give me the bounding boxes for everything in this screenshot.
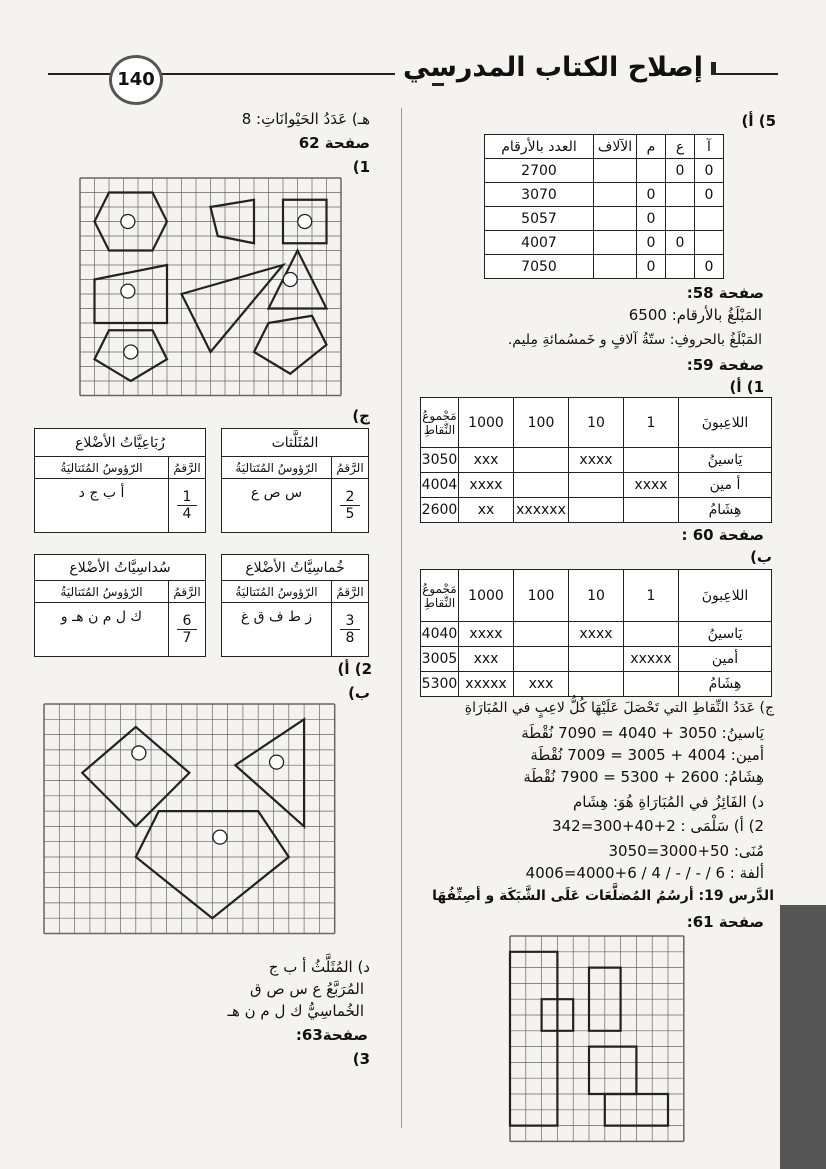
shape-number-circle xyxy=(121,215,135,229)
cell: xxxxx xyxy=(624,647,679,672)
hisham-total: هِشَامُ: 2600 + 5300 = 7900 نُقْطَة xyxy=(523,768,764,786)
cell: 0 xyxy=(637,207,666,231)
col-header: الرَّقمُ xyxy=(169,581,206,603)
cell: 3070 xyxy=(485,183,594,207)
shape-number-circle xyxy=(298,215,312,229)
col-header: الرّؤوسُ المُتَتاليَةُ xyxy=(35,457,169,479)
players-table-2 xyxy=(420,569,772,697)
mona-line: مُنَى: 50+3000=3050 xyxy=(608,842,764,860)
cell: 2600 xyxy=(421,498,459,523)
section-heading: صفحة63: xyxy=(295,1026,368,1044)
table-title: خُماسِيَّاتُ الأضْلاع xyxy=(222,555,369,581)
cell: 7050 xyxy=(485,255,594,279)
shapes-grid-2b xyxy=(44,704,334,932)
header-cell: ع xyxy=(666,135,695,159)
vertices: ك ل م ن هـ و xyxy=(35,603,169,657)
cell: xxxxx xyxy=(459,672,514,697)
cell xyxy=(594,255,637,279)
header-cell: آ xyxy=(695,135,724,159)
header-cell: 10 xyxy=(569,398,624,448)
cell: أمين xyxy=(679,647,772,672)
header-cell: مَجْموعُ النِّقاطِ xyxy=(421,570,459,622)
cell: أ مين xyxy=(679,473,772,498)
cell xyxy=(624,448,679,473)
shape-number-circle xyxy=(121,284,135,298)
square-shape xyxy=(589,1047,636,1094)
cell: xxxx xyxy=(459,622,514,647)
cell xyxy=(624,498,679,523)
number: 4 xyxy=(177,505,197,522)
vertices: ز ط ف ق غ xyxy=(222,603,332,657)
triangles-table xyxy=(221,428,369,533)
shape-number-circle xyxy=(124,345,138,359)
cell xyxy=(594,231,637,255)
ex5-label: 5) أ) xyxy=(741,112,776,130)
header-cell: 100 xyxy=(514,570,569,622)
col-header: الرّؤوسُ المُتَتاليَةُ xyxy=(222,457,332,479)
winner-line: د) الفَائِزُ في المُبَارَاةِ هُوَ: هِشَام xyxy=(572,793,764,811)
col-header: الرَّقمُ xyxy=(332,457,369,479)
section-heading: صفحة 60 : xyxy=(681,526,764,544)
shapes-grid-p62 xyxy=(80,178,342,398)
page-number: 140 xyxy=(109,55,163,105)
cell xyxy=(569,473,624,498)
cell: xxxx xyxy=(569,622,624,647)
pentagon-line: الخُماسِيُّ ك ل م ن هـ xyxy=(227,1002,364,1020)
rectangle-shape xyxy=(510,952,557,1126)
cell xyxy=(695,231,724,255)
question-label: ب) xyxy=(348,684,370,702)
animals-count: هـ) عَدَدُ الحَيْوانَاتِ: 8 xyxy=(241,110,370,128)
cell: 5057 xyxy=(485,207,594,231)
question-label: 1) xyxy=(352,158,370,176)
cell: 3050 xyxy=(421,448,459,473)
cell: 0 xyxy=(637,231,666,255)
cell xyxy=(569,672,624,697)
triangle-line: د) المُثَلَّثُ أ ب ج xyxy=(268,958,370,976)
cell: 3005 xyxy=(421,647,459,672)
alfa-line: ألفة : 6 / - / - / 4 / 6+4000=4006 xyxy=(525,864,764,882)
cell: هِشَامُ xyxy=(679,672,772,697)
question-label: ج) xyxy=(352,407,370,425)
lesson-title: الدَّرس 19: أرسُمُ المُضلَّعَات عَلَى الشَّبَكَة و أصِنِّفُهَا xyxy=(432,888,774,904)
section-heading: صفحة 59: xyxy=(686,356,764,374)
shape-number-circle xyxy=(283,273,297,287)
header-cell: 1 xyxy=(624,398,679,448)
section-heading: صفحة 61: xyxy=(686,913,764,931)
header-cell: 1000 xyxy=(459,398,514,448)
cell xyxy=(514,622,569,647)
cell: 0 xyxy=(637,255,666,279)
header-cell: اللاعِبونَ xyxy=(679,398,772,448)
cell: xxxx xyxy=(459,473,514,498)
amount-words: المَبْلَغُ بالحروفِ: ستّةُ آلافٍ و خَمسُمائةِ مِليم. xyxy=(507,332,762,348)
number: 8 xyxy=(340,629,360,646)
header-cell: العدد بالأرقام xyxy=(485,135,594,159)
table-title: المُثَلَّثات xyxy=(222,429,369,457)
cell xyxy=(666,207,695,231)
question-label: ب) xyxy=(750,548,772,566)
header-cell: 1 xyxy=(624,570,679,622)
cell: xxx xyxy=(459,448,514,473)
cell: xxxx xyxy=(569,448,624,473)
cell: xxx xyxy=(459,647,514,672)
fraction-cell xyxy=(169,603,206,657)
cell xyxy=(637,159,666,183)
cell: xxxxxx xyxy=(514,498,569,523)
amount-digits: المَبْلَغُ بالأرقام: 6500 xyxy=(628,306,762,324)
cell: 0 xyxy=(666,231,695,255)
shape-number-circle xyxy=(270,755,284,769)
cell: يَاسينُ xyxy=(679,448,772,473)
col-header: الرَّقمُ xyxy=(169,457,206,479)
cell xyxy=(624,672,679,697)
cell: 4007 xyxy=(485,231,594,255)
header-cell: اللاعِبونَ xyxy=(679,570,772,622)
header-cell: م xyxy=(637,135,666,159)
number: 2 xyxy=(345,489,355,505)
hexagons-table xyxy=(34,554,206,657)
cell: xxxx xyxy=(624,473,679,498)
square-line: المُرَبَّعُ ع س ص ق xyxy=(250,980,364,998)
question-label: 3) xyxy=(352,1050,370,1068)
cell xyxy=(666,183,695,207)
quadrilaterals-table xyxy=(34,428,206,533)
cell: xx xyxy=(459,498,514,523)
amin-total: أمين: 4004 + 3005 = 7009 نُقْطَة xyxy=(530,746,764,764)
number: 1 xyxy=(182,489,192,505)
players-table-1 xyxy=(420,397,772,523)
col-header: الرّؤوسُ المُتَتاليَةُ xyxy=(222,581,332,603)
cell: 4040 xyxy=(421,622,459,647)
cell xyxy=(569,498,624,523)
question-label: 2) أ) xyxy=(337,660,372,678)
cell xyxy=(514,647,569,672)
cell: 5300 xyxy=(421,672,459,697)
col-header: الرّؤوسُ المُتَتاليَةُ xyxy=(35,581,169,603)
cell: 2700 xyxy=(485,159,594,183)
number: 5 xyxy=(340,505,360,522)
pentagon-shape xyxy=(254,316,327,374)
cell: 0 xyxy=(695,159,724,183)
column-divider xyxy=(401,108,402,1128)
cell xyxy=(594,183,637,207)
polygon-grid-p61 xyxy=(510,936,690,1141)
number: 6 xyxy=(182,613,192,629)
cell: 0 xyxy=(695,183,724,207)
yasin-total: يَاسينُ: 3050 + 4040 = 7090 نُقْطَة xyxy=(521,724,764,742)
section-heading: صفحة 62 xyxy=(298,134,370,152)
cell: 4004 xyxy=(421,473,459,498)
header-cell: 1000 xyxy=(459,570,514,622)
points-question: ج) عَدَدُ النِّقاطِ التي تَحْصَلَ عَلَيْهَا كُلُّ لاعِبٍ في المُبَارَاةِ xyxy=(464,700,774,716)
salma-line: 2) أ) سَلْمَى : 2+40+300=342 xyxy=(552,817,764,835)
cell xyxy=(514,473,569,498)
number: 7 xyxy=(177,629,197,646)
section-heading: صفحة 58: xyxy=(686,284,764,302)
cell: 0 xyxy=(695,255,724,279)
table-title: رُبَاعِيَّاتُ الأضْلاع xyxy=(35,429,206,457)
header-cell: الآلاف xyxy=(594,135,637,159)
fraction-cell xyxy=(169,479,206,533)
shape-number-circle xyxy=(213,830,227,844)
side-tab xyxy=(780,905,826,1169)
question-label: 1) أ) xyxy=(729,378,764,396)
fraction-cell xyxy=(332,479,369,533)
vertices: س ص ع xyxy=(222,479,332,533)
cell xyxy=(594,159,637,183)
number: 3 xyxy=(345,613,355,629)
place-value-table xyxy=(484,134,724,279)
header-cell: 10 xyxy=(569,570,624,622)
cell xyxy=(569,647,624,672)
cell: 0 xyxy=(637,183,666,207)
table-title: سُداسِيَّاتُ الأضْلاع xyxy=(35,555,206,581)
fraction-cell xyxy=(332,603,369,657)
cell xyxy=(695,207,724,231)
header-cell: مَجْموعُ النِّقاطِ xyxy=(421,398,459,448)
header-cell: 100 xyxy=(514,398,569,448)
cell: هِشَامُ xyxy=(679,498,772,523)
cell: يَاسينُ xyxy=(679,622,772,647)
vertices: أ ب ج د xyxy=(35,479,169,533)
shape-number-circle xyxy=(132,746,146,760)
pentagons-table xyxy=(221,554,369,657)
cell: xxx xyxy=(514,672,569,697)
cell xyxy=(624,622,679,647)
page-title: إصلاح الكتاب المدرسي xyxy=(395,52,711,83)
cell xyxy=(514,448,569,473)
cell: 0 xyxy=(666,159,695,183)
cell xyxy=(594,207,637,231)
cell xyxy=(666,255,695,279)
col-header: الرَّقمُ xyxy=(332,581,369,603)
